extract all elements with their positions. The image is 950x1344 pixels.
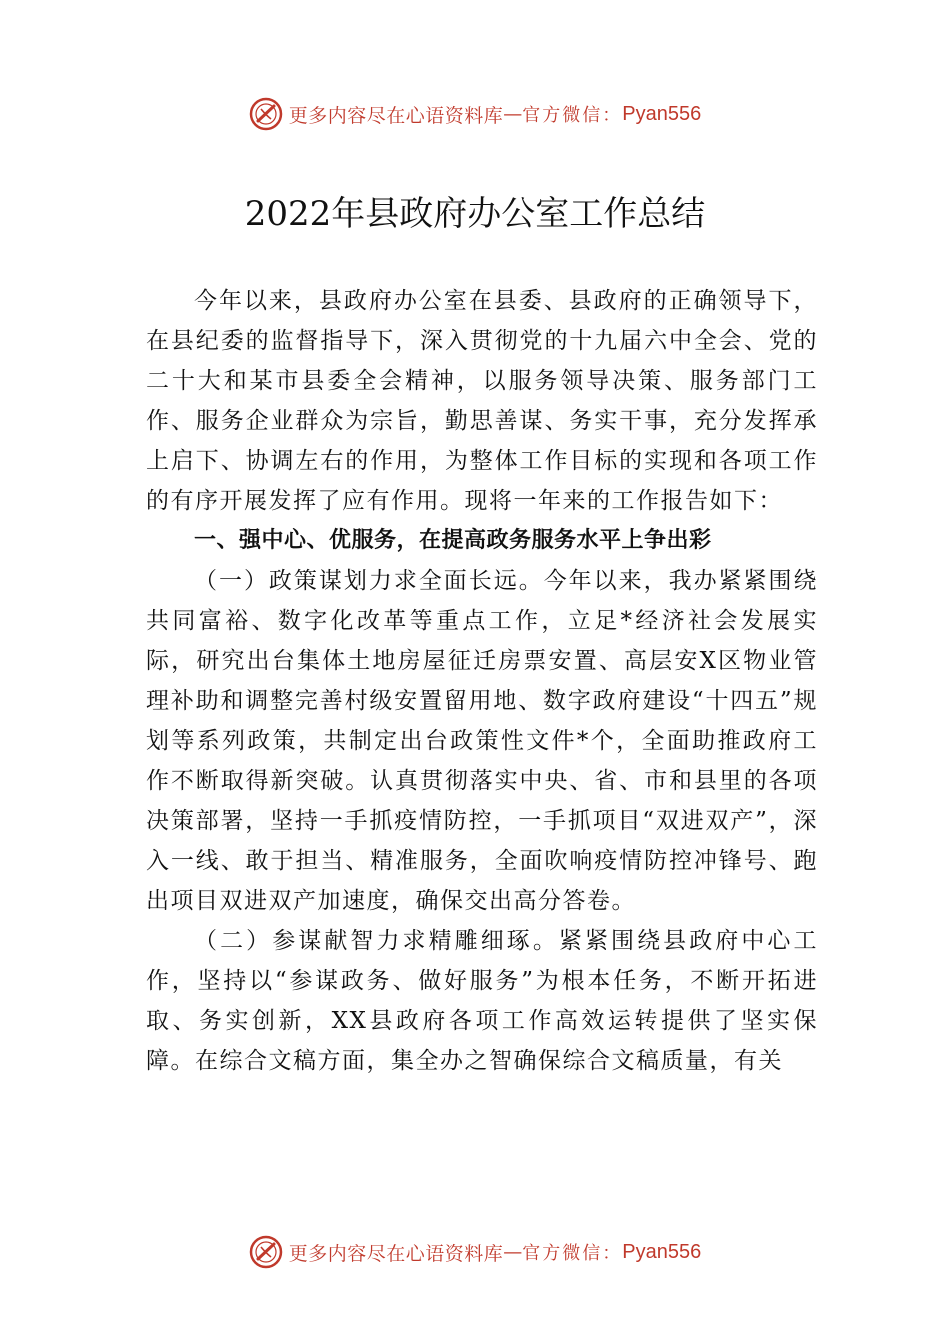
watermark-footer (0, 1232, 950, 1272)
watermark-text: 更多内容尽在心语资料库 (288, 104, 504, 127)
wechat-id: Pyan556 (622, 102, 702, 125)
seal-logo-icon (249, 1235, 283, 1269)
watermark-separator: — (503, 103, 523, 125)
seal-logo-icon (249, 97, 283, 131)
document-body (146, 281, 818, 1081)
watermark-text: 更多内容尽在心语资料库 (288, 1242, 504, 1265)
section-heading: 一、强中心、优服务，在提高政务服务水平上争出彩 (194, 528, 712, 553)
wechat-label: 官方微信： (522, 1243, 623, 1264)
wechat-label: 官方微信： (522, 105, 623, 126)
watermark-header (0, 94, 950, 134)
subsection-1-paragraph: （一）政策谋划力求全面长远。今年以来，我办紧紧围绕共同富裕、数字化改革等重点工作，立足*经济社会发展实际，研究出台集体土地房屋征迁房票安置、高层安X区物业管理补助和调整完善村级安置留用地、数字政府建设“十四五”规划等系列政策，共制定出台政策性文件*个，全面助推政府工作不断取得新突破。认真贯彻落实中央、省、市和县里的各项决策部署，坚持一手抓疫情防控，一手抓项目“双进双产”，深入一线、敢于担当、精准服务，全面吹响疫情防控冲锋号、跑出项目双进双产加速度，确保交出高分答卷。 (146, 568, 818, 914)
subsection-2-paragraph: （二）参谋献智力求精雕细琢。紧紧围绕县政府中心工作，坚持以“参谋政务、做好服务”为根本任务，不断开拓进取、务实创新，XX县政府各项工作高效运转提供了坚实保障。在综合文稿方面，集全办之智确保综合文稿质量，有关 (146, 928, 818, 1074)
document-title: 2022年县政府办公室工作总结 (244, 194, 706, 234)
wechat-id: Pyan556 (622, 1240, 702, 1263)
watermark-separator: — (503, 1241, 523, 1263)
intro-paragraph: 今年以来，县政府办公室在县委、县政府的正确领导下，在县纪委的监督指导下，深入贯彻党的十九届六中全会、党的二十大和某市县委全会精神，以服务领导决策、服务部门工作、服务企业群众为宗旨，勤思善谋、务实干事，充分发挥承上启下、协调左右的作用，为整体工作目标的实现和各项工作的有序开展发挥了应有作用。现将一年来的工作报告如下： (146, 288, 818, 514)
